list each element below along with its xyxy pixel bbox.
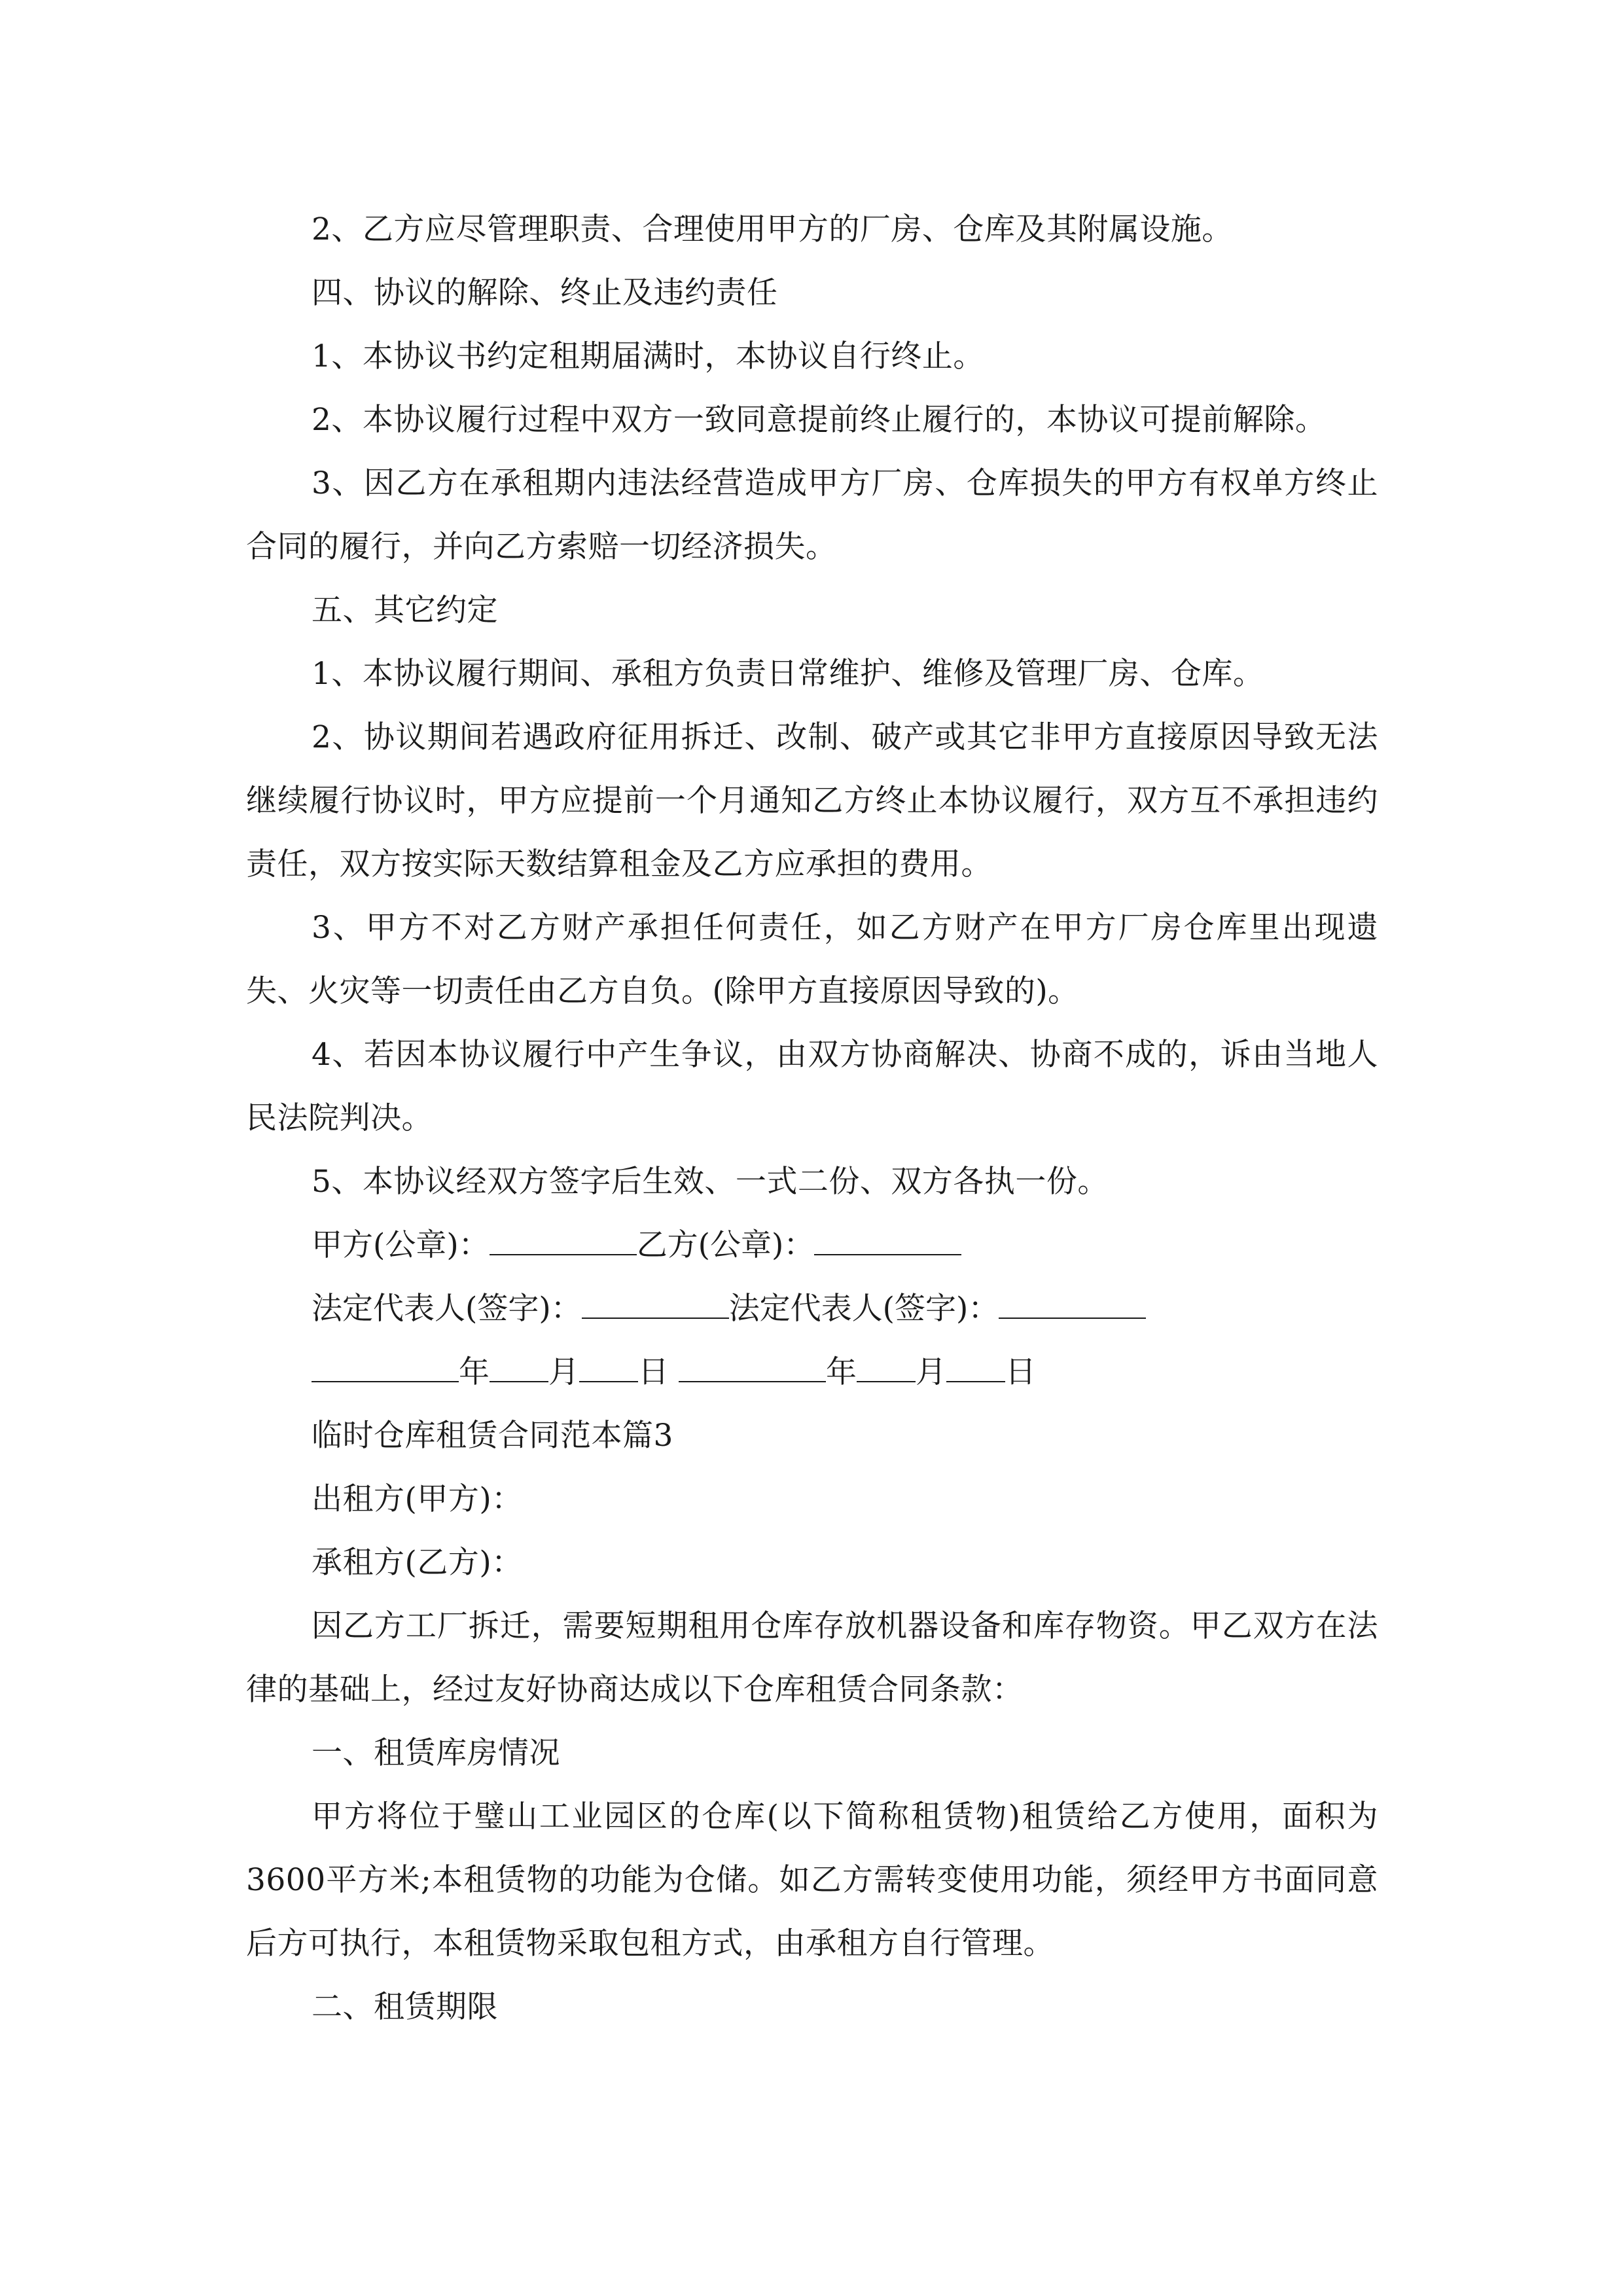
date-a-year-blank[interactable] (312, 1355, 459, 1382)
year-label: 年 (825, 1354, 857, 1390)
month-label: 月 (915, 1354, 946, 1390)
date-b-year-blank[interactable] (679, 1355, 826, 1382)
date-a-day-blank[interactable] (579, 1355, 638, 1382)
month-label: 月 (548, 1354, 579, 1390)
date-line (246, 1340, 1378, 1404)
party-b-rep-blank[interactable] (999, 1291, 1146, 1319)
party-a-rep-blank[interactable] (582, 1291, 729, 1319)
clause-text: 1、本协议书约定租期届满时，本协议自行终止。 (312, 338, 984, 374)
party-b-seal-blank[interactable] (814, 1228, 961, 1255)
year-label: 年 (459, 1354, 490, 1390)
contract-title: 临时仓库租赁合同范本篇3 (312, 1418, 673, 1454)
lessee-label: 承租方(乙方)： (312, 1545, 523, 1581)
party-b-seal-label: 乙方(公章)： (636, 1227, 815, 1263)
representative-line (246, 1277, 1378, 1340)
clause-text: 甲方将位于璧山工业园区的仓库(以下简称租赁物)租赁给乙方使用，面积为3600平方米;本租赁物的功能为仓储。如乙方需转变使用功能，须经甲方书面同意后方可执行，本租赁物采取包租方式，由承租方自行管理。 (246, 1799, 1378, 1962)
section-heading: 四、协议的解除、终止及违约责任 (312, 275, 778, 311)
clause-text: 3、因乙方在承租期内违法经营造成甲方厂房、仓库损失的甲方有权单方终止合同的履行，并向乙方索赔一切经济损失。 (246, 465, 1378, 565)
seal-line (246, 1213, 1378, 1277)
clause-text: 2、本协议履行过程中双方一致同意提前终止履行的，本协议可提前解除。 (312, 402, 1327, 438)
clause-text: 5、本协议经双方签字后生效、一式二份、双方各执一份。 (312, 1164, 1109, 1200)
date-a-month-blank[interactable] (490, 1355, 548, 1382)
date-b-day-blank[interactable] (946, 1355, 1005, 1382)
date-b-month-blank[interactable] (857, 1355, 916, 1382)
clause-text: 2、乙方应尽管理职责、合理使用甲方的厂房、仓库及其附属设施。 (312, 211, 1233, 247)
party-a-rep-label: 法定代表人(签字)： (312, 1291, 582, 1327)
intro-text: 因乙方工厂拆迁，需要短期租用仓库存放机器设备和库存物资。甲乙双方在法律的基础上，经过友好协商达成以下仓库租赁合同条款： (246, 1608, 1378, 1708)
section-heading: 五、其它约定 (312, 592, 498, 628)
lessor-label: 出租方(甲方)： (312, 1481, 523, 1517)
document-body (246, 198, 1378, 2039)
section-heading: 一、租赁库房情况 (312, 1735, 560, 1771)
clause-text: 3、甲方不对乙方财产承担任何责任，如乙方财产在甲方厂房仓库里出现遗失、火灾等一切责任由乙方自负。(除甲方直接原因导致的)。 (246, 910, 1378, 1009)
party-b-rep-label: 法定代表人(签字)： (728, 1291, 999, 1327)
day-label: 日 (638, 1354, 669, 1390)
clause-text: 1、本协议履行期间、承租方负责日常维护、维修及管理厂房、仓库。 (312, 656, 1264, 692)
section-heading: 二、租赁期限 (312, 1989, 498, 2025)
clause-text: 2、协议期间若遇政府征用拆迁、改制、破产或其它非甲方直接原因导致无法继续履行协议时，甲方应提前一个月通知乙方终止本协议履行，双方互不承担违约责任，双方按实际天数结算租金及乙方应承担的费用。 (246, 719, 1378, 882)
day-label: 日 (1005, 1354, 1036, 1390)
party-a-seal-blank[interactable] (490, 1228, 637, 1255)
party-a-seal-label: 甲方(公章)： (312, 1227, 490, 1263)
clause-text: 4、若因本协议履行中产生争议，由双方协商解决、协商不成的，诉由当地人民法院判决。 (246, 1037, 1378, 1136)
